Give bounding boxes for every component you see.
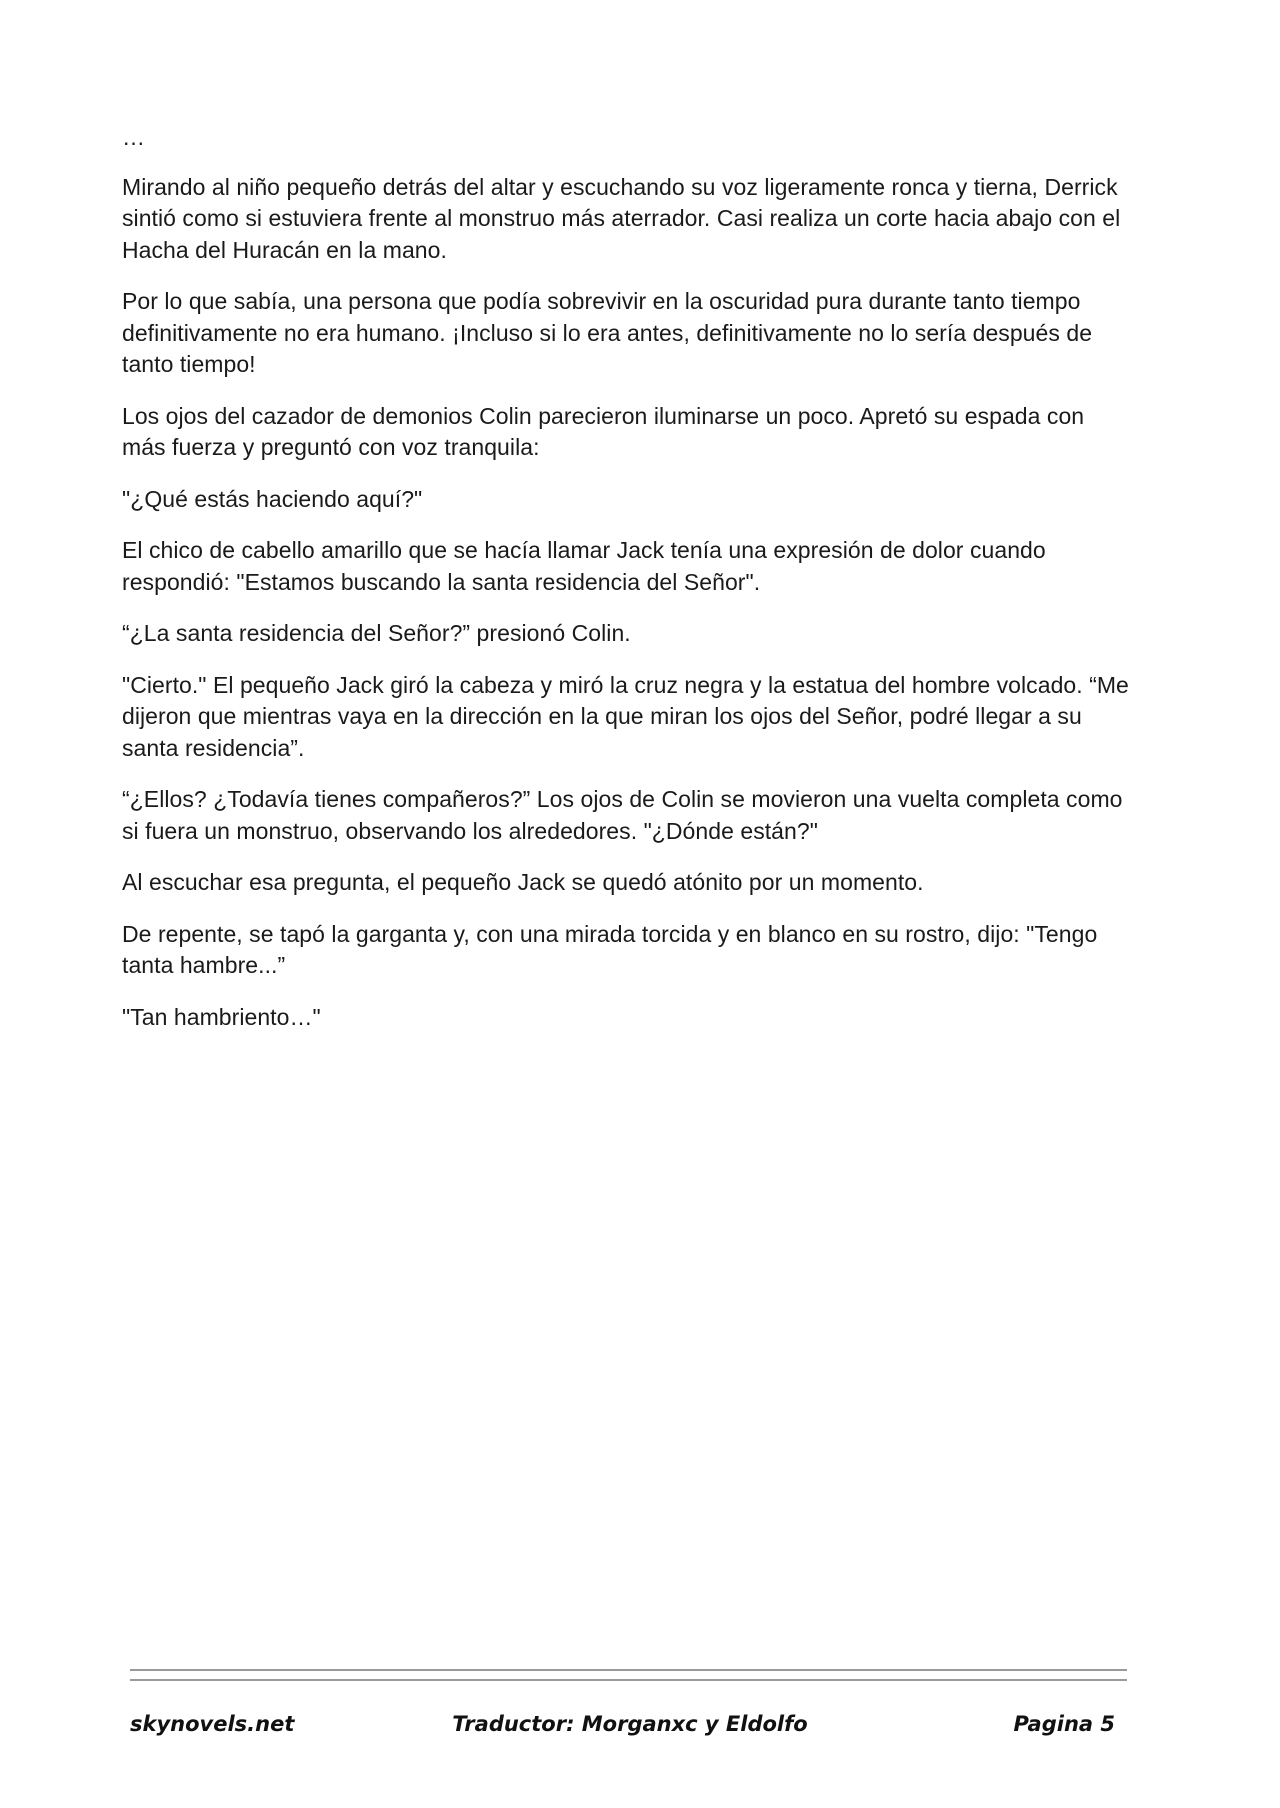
- footer-site: skynovels.net: [130, 1712, 295, 1736]
- footer-divider-top: [130, 1669, 1127, 1671]
- paragraph: Los ojos del cazador de demonios Colin parecieron iluminarse un poco. Apretó su espada con más fuerza y preguntó con voz tranquila:: [122, 402, 1085, 460]
- chapter-text: [122, 122, 1132, 1053]
- paragraph: “¿Ellos? ¿Todavía tienes compañeros?” Los ojos de Colin se movieron una vuelta completa como si fuera un monstruo, observando los alrededores. "¿Dónde están?": [122, 786, 1123, 844]
- paragraph: "Tan hambriento…": [122, 1003, 321, 1030]
- footer-translator: Traductor: Morganxc y Eldolfo: [452, 1712, 808, 1736]
- footer-divider-bottom: [130, 1679, 1127, 1681]
- paragraph: "¿Qué estás haciendo aquí?": [122, 485, 423, 512]
- paragraph: Mirando al niño pequeño detrás del altar y escuchando su voz ligeramente ronca y tierna, Derrick sintió como si estuviera frente al monstruo más aterrador. Casi realiza un corte hacia abajo con el Hacha del Huracán en la mano.: [122, 173, 1121, 263]
- paragraph: “¿La santa residencia del Señor?” presionó Colin.: [122, 620, 631, 646]
- footer-page-number: Pagina 5: [1013, 1712, 1115, 1736]
- paragraph: El chico de cabello amarillo que se hacía llamar Jack tenía una expresión de dolor cuando respondió: "Estamos buscando la santa residencia del Señor".: [122, 537, 1046, 595]
- paragraph: De repente, se tapó la garganta y, con una mirada torcida y en blanco en su rostro, dijo: "Tengo tanta hambre...”: [122, 920, 1098, 978]
- paragraph: Al escuchar esa pregunta, el pequeño Jack se quedó atónito por un momento.: [122, 869, 924, 895]
- page-footer: [130, 1712, 1127, 1752]
- paragraph: Por lo que sabía, una persona que podía sobrevivir en la oscuridad pura durante tanto tiempo definitivamente no era humano. ¡Incluso si lo era antes, definitivamente no lo sería después de tanto tiempo!: [122, 288, 1093, 377]
- paragraph: …: [122, 124, 146, 150]
- paragraph: "Cierto." El pequeño Jack giró la cabeza y miró la cruz negra y la estatua del hombre volcado. “Me dijeron que mientras vaya en la dirección en la que miran los ojos del Señor, podré llegar a su santa residencia”.: [122, 671, 1129, 761]
